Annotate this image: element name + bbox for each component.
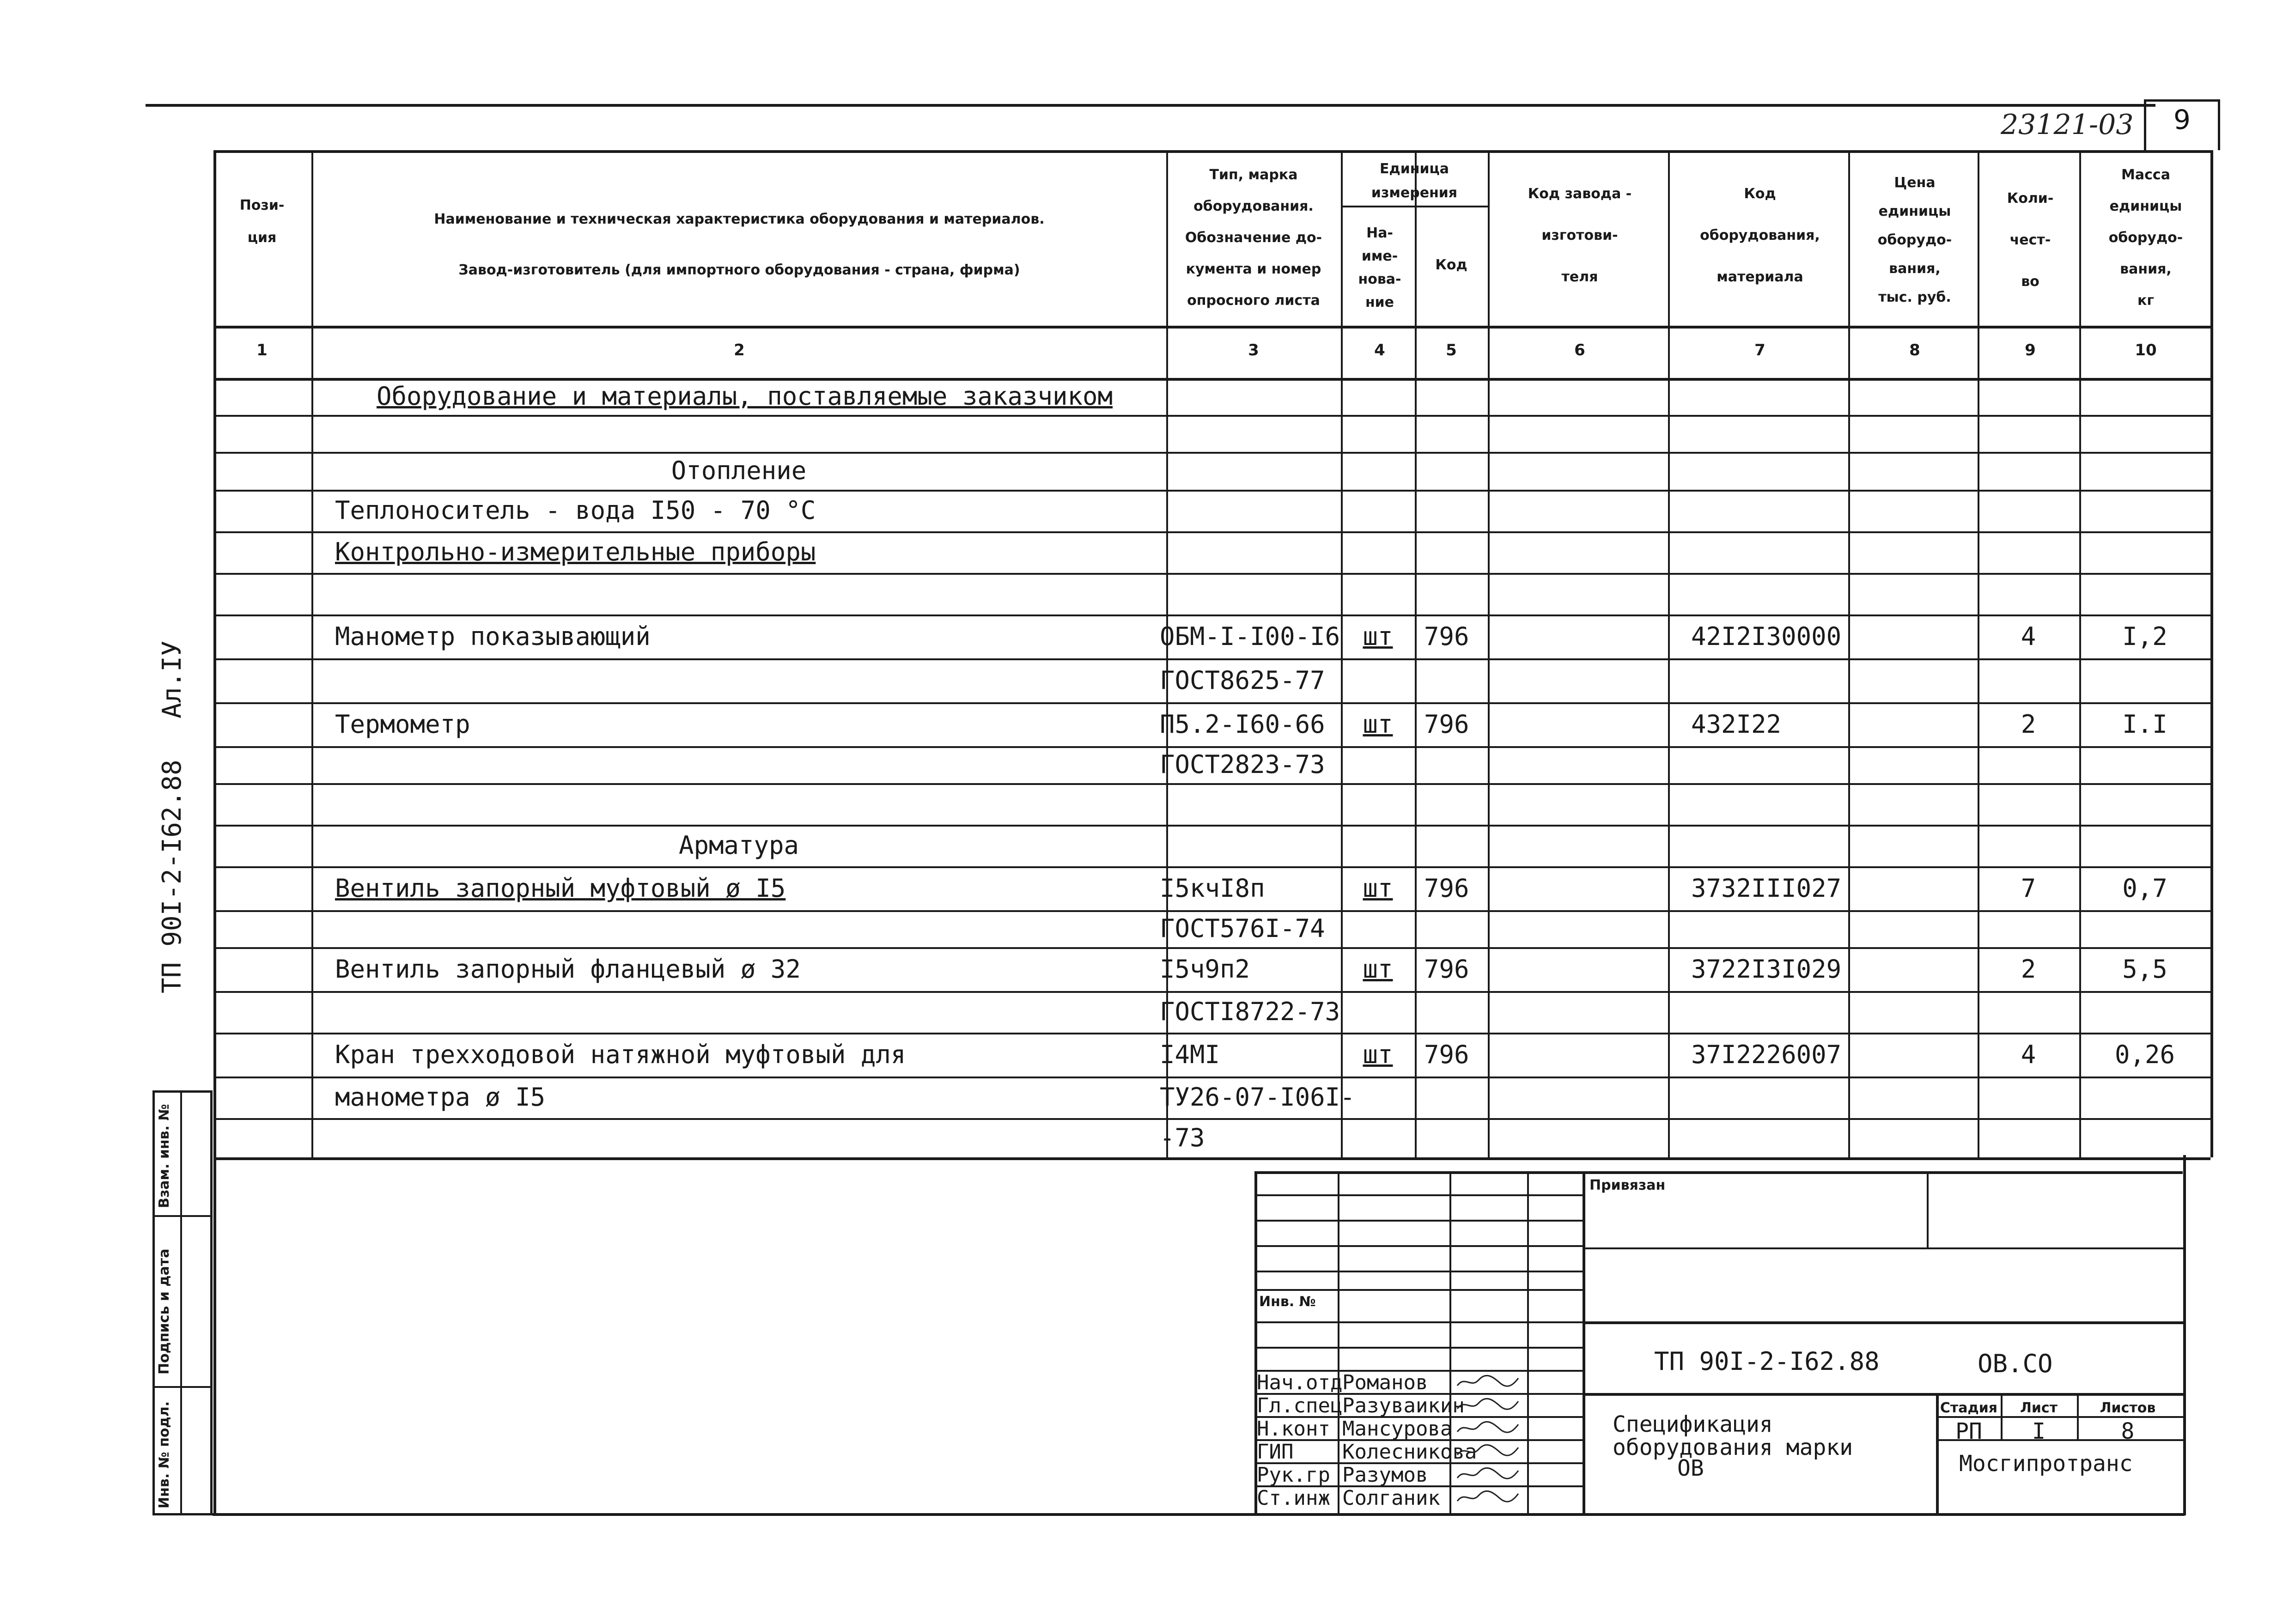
grid-line [213, 452, 2210, 454]
unit-group-header: Единица измерения [1371, 161, 1458, 201]
item-type-designation: ГОСТ2823-73 [1160, 750, 1325, 779]
item-name: Вентиль запорный фланцевый ø 32 [335, 954, 801, 984]
signer-name: Разумов [1342, 1463, 1428, 1487]
item-mass: 5,5 [2122, 954, 2167, 984]
grid-line [1254, 1171, 2183, 1174]
signer-role: Ст.инж [1257, 1486, 1330, 1510]
handwritten-signature [1455, 1489, 1520, 1505]
stamp-stage-label: Стадия [1940, 1400, 1998, 1416]
grid-line [1254, 1220, 1583, 1222]
item-type-designation: ТУ26-07-I06I- [1160, 1083, 1355, 1112]
grid-line [213, 1513, 2185, 1516]
grid-line [1338, 1171, 1339, 1513]
item-equipment-code: 3722I3I029 [1691, 954, 1842, 984]
grid-line [213, 825, 2210, 827]
grid-line [213, 746, 2210, 748]
grid-line [213, 150, 2210, 153]
side-stamp-signature-date: Подпись и дата [156, 1248, 172, 1375]
stamp-inv-label: Инв. № [1259, 1294, 1316, 1310]
signer-name: Романов [1342, 1371, 1428, 1394]
col-number-5: 5 [1446, 341, 1457, 359]
item-mass: 0,7 [2122, 873, 2167, 903]
grid-line [1583, 1393, 2183, 1396]
signer-role: ГИП [1257, 1440, 1294, 1464]
grid-line [1936, 1416, 2183, 1418]
col-header-unit-name: На- име- нова- ние [1358, 225, 1401, 310]
grid-line [213, 573, 2210, 575]
item-type-designation: ГОСТ576I-74 [1160, 914, 1325, 943]
stamp-title-line-1: Спецификация [1613, 1411, 1773, 1437]
item-type-designation: I5кчI8п [1160, 873, 1265, 903]
grid-line [1668, 150, 1670, 1157]
item-name: Теплоноситель - вода I50 - 70 °С [335, 496, 816, 525]
section-heading: Оборудование и материалы, поставляемые заказчиком [377, 382, 1113, 411]
handwritten-signature [1455, 1397, 1520, 1412]
grid-line [1583, 1171, 1585, 1513]
grid-line [2183, 1155, 2186, 1515]
grid-line [1254, 1289, 1583, 1291]
item-mass: I.I [2122, 709, 2167, 739]
item-name: Манометр показывающий [335, 621, 651, 651]
section-heading: Отопление [671, 456, 807, 485]
item-unit: шт [1363, 873, 1393, 903]
grid-line [1254, 1245, 1583, 1247]
signer-name: Мансурова [1342, 1417, 1453, 1441]
item-unit-code: 796 [1424, 954, 1469, 984]
signer-role: Рук.гр [1257, 1463, 1330, 1487]
grid-line [213, 1118, 2210, 1120]
signer-role: Нач.отд [1257, 1371, 1343, 1394]
item-type-designation: ГОСТI8722-73 [1160, 997, 1340, 1026]
stamp-sheet-label: Лист [2020, 1400, 2058, 1416]
col-number-3: 3 [1248, 341, 1259, 359]
item-quantity: 7 [2021, 873, 2036, 903]
handwritten-signature [1455, 1466, 1520, 1482]
grid-line [146, 104, 2155, 107]
handwritten-signature [1455, 1420, 1520, 1435]
signer-name: Колесникова [1342, 1440, 1477, 1464]
grid-line [1254, 1194, 1583, 1196]
item-quantity: 4 [2021, 621, 2036, 651]
item-equipment-code: 37I2226007 [1691, 1040, 1842, 1069]
col-header-equip-code: Код оборудования, материала [1700, 186, 1820, 285]
grid-line [213, 378, 2210, 381]
grid-line [1527, 1171, 1529, 1513]
signer-name: Солганик [1342, 1486, 1440, 1510]
item-name: Термометр [335, 709, 470, 739]
grid-line [213, 658, 2210, 660]
item-unit-code: 796 [1424, 621, 1469, 651]
grid-line [213, 1077, 2210, 1078]
grid-line [1927, 1171, 1929, 1247]
col-number-10: 10 [2135, 341, 2157, 359]
col-header-unit-code: Код [1435, 257, 1467, 273]
item-type-designation: П5.2-I60-66 [1160, 709, 1325, 739]
grid-line [1254, 1347, 1583, 1349]
grid-line [213, 614, 2210, 616]
grid-line [2210, 150, 2213, 1157]
grid-line [213, 910, 2210, 912]
item-unit-code: 796 [1424, 873, 1469, 903]
side-stamp-inv-orig: Инв. № подл. [156, 1401, 172, 1508]
col-number-9: 9 [2025, 341, 2036, 359]
stamp-stage: РП [1955, 1418, 1982, 1444]
stamp-mark: ОВ.СО [1978, 1349, 2053, 1378]
grid-line [213, 947, 2210, 949]
col-number-7: 7 [1754, 341, 1765, 359]
item-equipment-code: 42I2I30000 [1691, 621, 1842, 651]
col-header-position: Пози- ция [239, 197, 285, 246]
grid-line [1583, 1247, 2183, 1249]
stamp-title-line-2: оборудования марки [1613, 1435, 1853, 1460]
section-heading: Арматура [678, 831, 799, 860]
item-equipment-code: 3732III027 [1691, 873, 1842, 903]
col-header-type: Тип, марка оборудования. Обозначение до- кумента и номер опросного листа [1185, 167, 1322, 309]
sheet-number: 9 [2173, 104, 2191, 135]
col-number-4: 4 [1374, 341, 1385, 359]
col-header-qty: Коли- чест- во [2007, 190, 2054, 290]
item-name: Контрольно-измерительные приборы [335, 537, 816, 566]
item-quantity: 2 [2021, 709, 2036, 739]
handwritten-signature [1455, 1443, 1520, 1459]
side-label-album: Ал.IУ [157, 640, 187, 718]
col-header-price: Цена единицы оборудо- вания, тыс. руб. [1877, 175, 1952, 305]
item-mass: 0,26 [2114, 1040, 2175, 1069]
grid-line [2077, 1393, 2079, 1439]
item-name: Вентиль запорный муфтовый ø I5 [335, 873, 786, 903]
signer-name: Разуваикин [1342, 1394, 1465, 1417]
item-unit: шт [1363, 954, 1393, 984]
item-unit-code: 796 [1424, 709, 1469, 739]
item-quantity: 4 [2021, 1040, 2036, 1069]
grid-line [213, 415, 2210, 417]
item-type-designation: -73 [1160, 1123, 1205, 1152]
grid-line [213, 783, 2210, 785]
grid-line [213, 866, 2210, 868]
col-number-6: 6 [1574, 341, 1585, 359]
grid-line [1254, 1321, 1583, 1323]
col-number-2: 2 [734, 341, 745, 359]
item-mass: I,2 [2122, 621, 2167, 651]
signer-role: Гл.спец [1257, 1394, 1343, 1417]
stamp-title-line-3: ОВ [1677, 1455, 1704, 1481]
col-number-1: 1 [256, 341, 268, 359]
signer-role: Н.конт [1257, 1417, 1330, 1441]
side-stamp-replaced-inv: Взам. инв. № [156, 1104, 172, 1208]
grid-line [213, 1033, 2210, 1034]
item-name: манометра ø I5 [335, 1083, 546, 1112]
side-label-project: ТП 90I-2-I62.88 [157, 760, 187, 993]
item-type-designation: ОБМ-I-I00-I6 [1160, 621, 1340, 651]
item-type-designation: I5ч9п2 [1160, 954, 1250, 984]
col-header-mass: Масса единицы оборудо- вания, кг [2108, 167, 2183, 309]
stamp-sheet: I [2032, 1418, 2045, 1444]
item-unit: шт [1363, 1040, 1393, 1069]
col-number-8: 8 [1909, 341, 1920, 359]
item-type-designation: ГОСТ8625-77 [1160, 665, 1325, 695]
grid-line [213, 490, 2210, 492]
item-equipment-code: 432I22 [1691, 709, 1782, 739]
item-unit: шт [1363, 621, 1393, 651]
doc-code-handwritten: 23121-03 [2001, 109, 2134, 141]
item-quantity: 2 [2021, 954, 2036, 984]
grid-line [1583, 1321, 2183, 1324]
grid-line [1341, 206, 1488, 207]
item-unit: шт [1363, 709, 1393, 739]
stamp-bound-label: Привязан [1589, 1177, 1666, 1193]
grid-line [213, 531, 2210, 533]
col-header-factory-code: Код завода - изготови- теля [1528, 186, 1632, 285]
item-type-designation: I4МI [1160, 1040, 1220, 1069]
grid-line [213, 702, 2210, 704]
grid-line [213, 991, 2210, 993]
grid-line [311, 150, 313, 1157]
stamp-sheets: 8 [2121, 1418, 2135, 1444]
grid-line [1488, 150, 1490, 1157]
stamp-sheets-label: Листов [2100, 1400, 2156, 1416]
grid-line [1254, 1271, 1583, 1272]
stamp-org: Мосгипротранс [1959, 1451, 2133, 1477]
grid-line [213, 326, 2210, 328]
handwritten-signature [1455, 1374, 1520, 1389]
item-unit-code: 796 [1424, 1040, 1469, 1069]
stamp-designation: ТП 90I-2-I62.88 [1654, 1347, 1880, 1376]
grid-line [213, 1157, 2210, 1160]
col-header-name: Наименование и техническая характеристика оборудования и материалов. Завод-изготовитель (для импортного оборудования - страна, фирма) [434, 211, 1045, 278]
item-name: Кран трехходовой натяжной муфтовый для [335, 1040, 906, 1069]
